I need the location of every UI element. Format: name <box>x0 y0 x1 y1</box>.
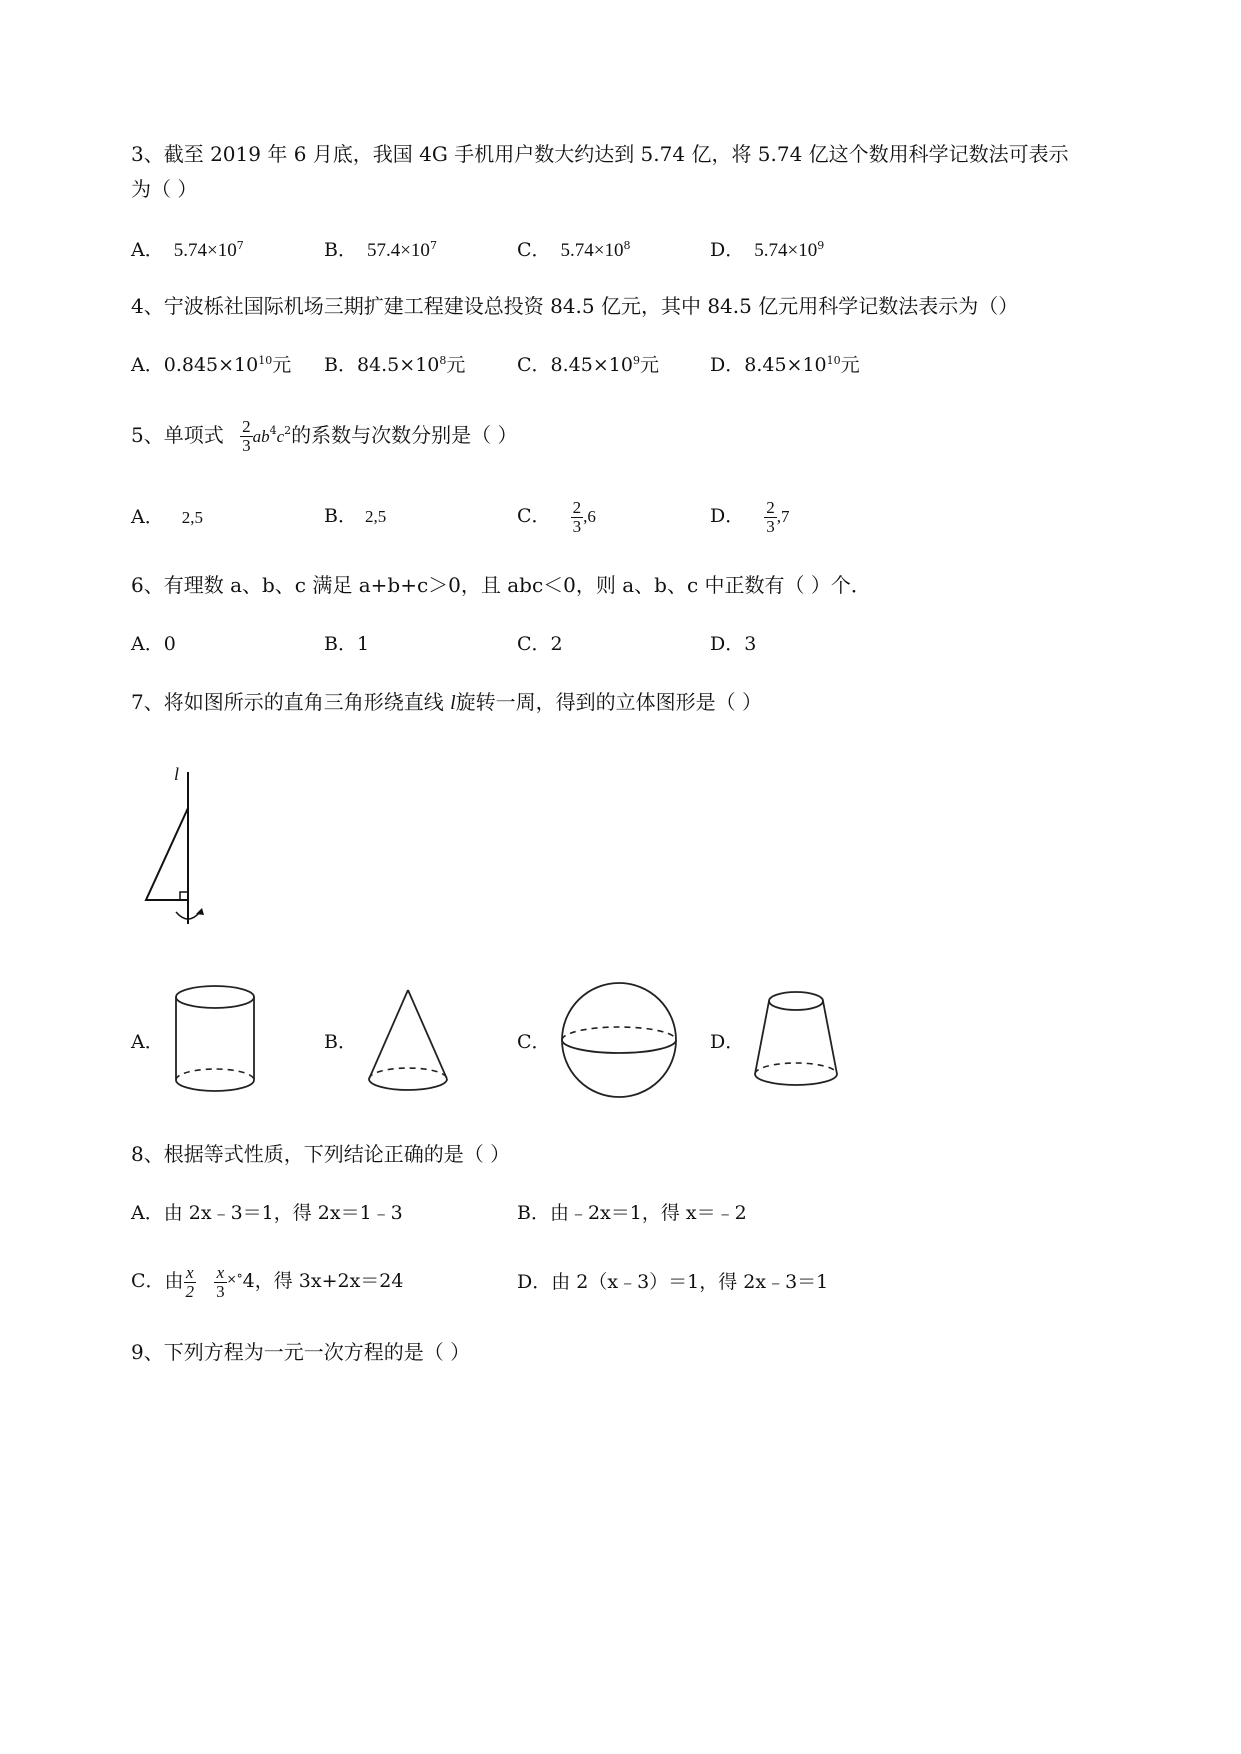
q5-option-b[interactable]: B． 2,5 <box>324 505 387 527</box>
q4-stem: 4、宁波栎社国际机场三期扩建工程建设总投资 84.5 亿元，其中 84.5 亿元用科学记数法表示为（） <box>131 294 1019 318</box>
q4-option-d[interactable]: D．$8.45\times 10^{10}$元 <box>710 354 860 376</box>
right-triangle-figure <box>140 762 220 932</box>
q3-option-a[interactable]: A． $5.74\times 10^7$ <box>131 239 244 261</box>
sphere-shape[interactable] <box>557 980 681 1104</box>
q6-option-b[interactable]: B．1 <box>324 633 370 655</box>
q6-stem: 6、有理数 a、b、c 满足 a+b+c＞0，且 abc＜0，则 a、b、c 中正数有（ ）个． <box>131 573 871 597</box>
q6-option-a[interactable]: A．0 <box>131 633 176 655</box>
q8-option-c[interactable]: C．由 $\frac{x}{2}$ $\frac{x}{3}$ ×°4，得 3x+2x＝24 <box>131 1262 404 1301</box>
q5-stem: 5、单项式 $\frac{2}{3}$ $ab^4c^2$的系数与次数分别是（ ） <box>131 417 518 455</box>
q4-option-a[interactable]: A．$0.845\times 10^{10}$元 <box>131 354 292 376</box>
q5-option-d[interactable]: D． $\frac{2}{3}$ ,7 <box>710 497 790 536</box>
q7-option-a[interactable]: A． <box>131 1031 164 1053</box>
garbled-symbol: ×° <box>226 1272 243 1286</box>
q5-option-a[interactable]: A． 2,5 <box>131 506 203 528</box>
q8-option-d[interactable]: D．由 2（x﹣3）＝1，得 2x﹣3＝1 <box>517 1271 829 1293</box>
q3-option-c[interactable]: C． $5.74\times 10^8$ <box>517 239 631 261</box>
q5-option-c[interactable]: C． $\frac{2}{3}$ ,6 <box>517 497 596 536</box>
q3-stem-line1: 3、截至 2019 年 6 月底，我国 4G 手机用户数大约达到 5.74 亿，将 5.74 亿这个数用科学记数法可表示 <box>131 142 1069 166</box>
cone-shape[interactable] <box>364 986 454 1096</box>
q3-stem-line2: 为（ ） <box>131 177 198 201</box>
q3-option-d[interactable]: D． $5.74\times 10^9$ <box>710 239 825 261</box>
q9-stem: 9、下列方程为一元一次方程的是（ ） <box>131 1340 471 1364</box>
figure-axis-label: l <box>174 764 180 784</box>
frustum-shape[interactable] <box>750 988 842 1090</box>
q7-option-c[interactable]: C． <box>517 1031 551 1053</box>
q4-option-c[interactable]: C．$8.45\times 10^9$元 <box>517 354 659 376</box>
q6-option-d[interactable]: D．3 <box>710 633 757 655</box>
q6-option-c[interactable]: C．2 <box>517 633 563 655</box>
q7-stem: 7、将如图所示的直角三角形绕直线 l旋转一周，得到的立体图形是（ ） <box>131 690 763 714</box>
q8-option-a[interactable]: A．由 2x﹣3＝1，得 2x＝1﹣3 <box>131 1202 403 1224</box>
cylinder-shape[interactable] <box>172 982 260 1102</box>
q7-option-d[interactable]: D． <box>710 1031 745 1053</box>
q8-stem: 8、根据等式性质，下列结论正确的是（ ） <box>131 1142 511 1166</box>
q8-option-b[interactable]: B．由﹣2x＝1，得 x＝﹣2 <box>517 1202 747 1224</box>
q7-option-b[interactable]: B． <box>324 1031 357 1053</box>
q5-coefficient-fraction: $\frac{2}{3}$ <box>242 417 251 455</box>
q4-option-b[interactable]: B．$84.5\times 10^8$元 <box>324 354 466 376</box>
q3-option-b[interactable]: B． $57.4\times 10^7$ <box>324 239 437 261</box>
